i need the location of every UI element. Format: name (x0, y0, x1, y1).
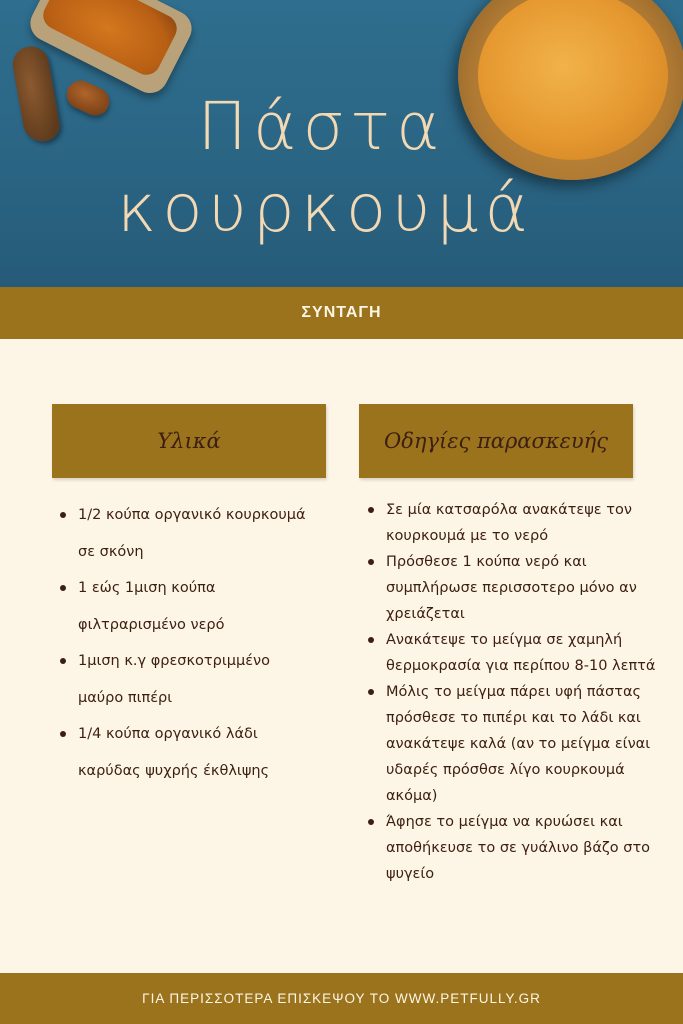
ingredients-heading: Υλικά (157, 429, 221, 453)
recipe-label: ΣΥΝΤΑΓΗ (301, 304, 382, 321)
list-item: Άφησε το μείγμα να κρυώσει και αποθήκευσε το σε γυάλινο βάζο στο ψυγείο (366, 809, 656, 887)
list-item: Μόλις το μείγμα πάρει υφή πάστας πρόσθεσε το πιπέρι και το λάδι και ανακάτεψε καλά (αν το μείγμα είναι υδαρές πρόσθσε λίγο κουρκουμά ακόμα) (366, 679, 656, 809)
recipe-band (0, 287, 683, 339)
list-item: Σε μία κατσαρόλα ανακάτεψε τον κουρκουμά με το νερό (366, 497, 656, 549)
hero-photo (0, 0, 683, 287)
instructions-header (359, 404, 633, 478)
ingredients-header (52, 404, 326, 478)
instructions-list (366, 497, 656, 887)
list-item: 1μιση κ.γ φρεσκοτριμμένο μαύρο πιπέρι (58, 643, 318, 716)
footer-band (0, 973, 683, 1024)
list-item: Ανακάτεψε το μείγμα σε χαμηλή θερμοκρασία για περίπου 8-10 λεπτά (366, 627, 656, 679)
page-title-line2: κουρκουμά (117, 170, 534, 247)
list-item: 1/2 κούπα οργανικό κουρκουμά σε σκόνη (58, 497, 318, 570)
footer-link[interactable]: ΓΙΑ ΠΕΡΙΣΣΟΤΕΡΑ ΕΠΙΣΚΕΨΟΥ ΤΟ WWW.PETFULLY.GR (142, 991, 541, 1006)
ingredients-list (58, 497, 318, 789)
page-title-line1: Πάστα (197, 88, 446, 165)
list-item: 1 εώς 1μιση κούπα φιλτραρισμένο νερό (58, 570, 318, 643)
instructions-heading: Οδηγίες παρασκευής (384, 429, 608, 453)
list-item: 1/4 κούπα οργανικό λάδι καρύδας ψυχρής έκθλιψης (58, 716, 318, 789)
list-item: Πρόσθεσε 1 κούπα νερό και συμπλήρωσε περισσοτερο μόνο αν χρειάζεται (366, 549, 656, 627)
